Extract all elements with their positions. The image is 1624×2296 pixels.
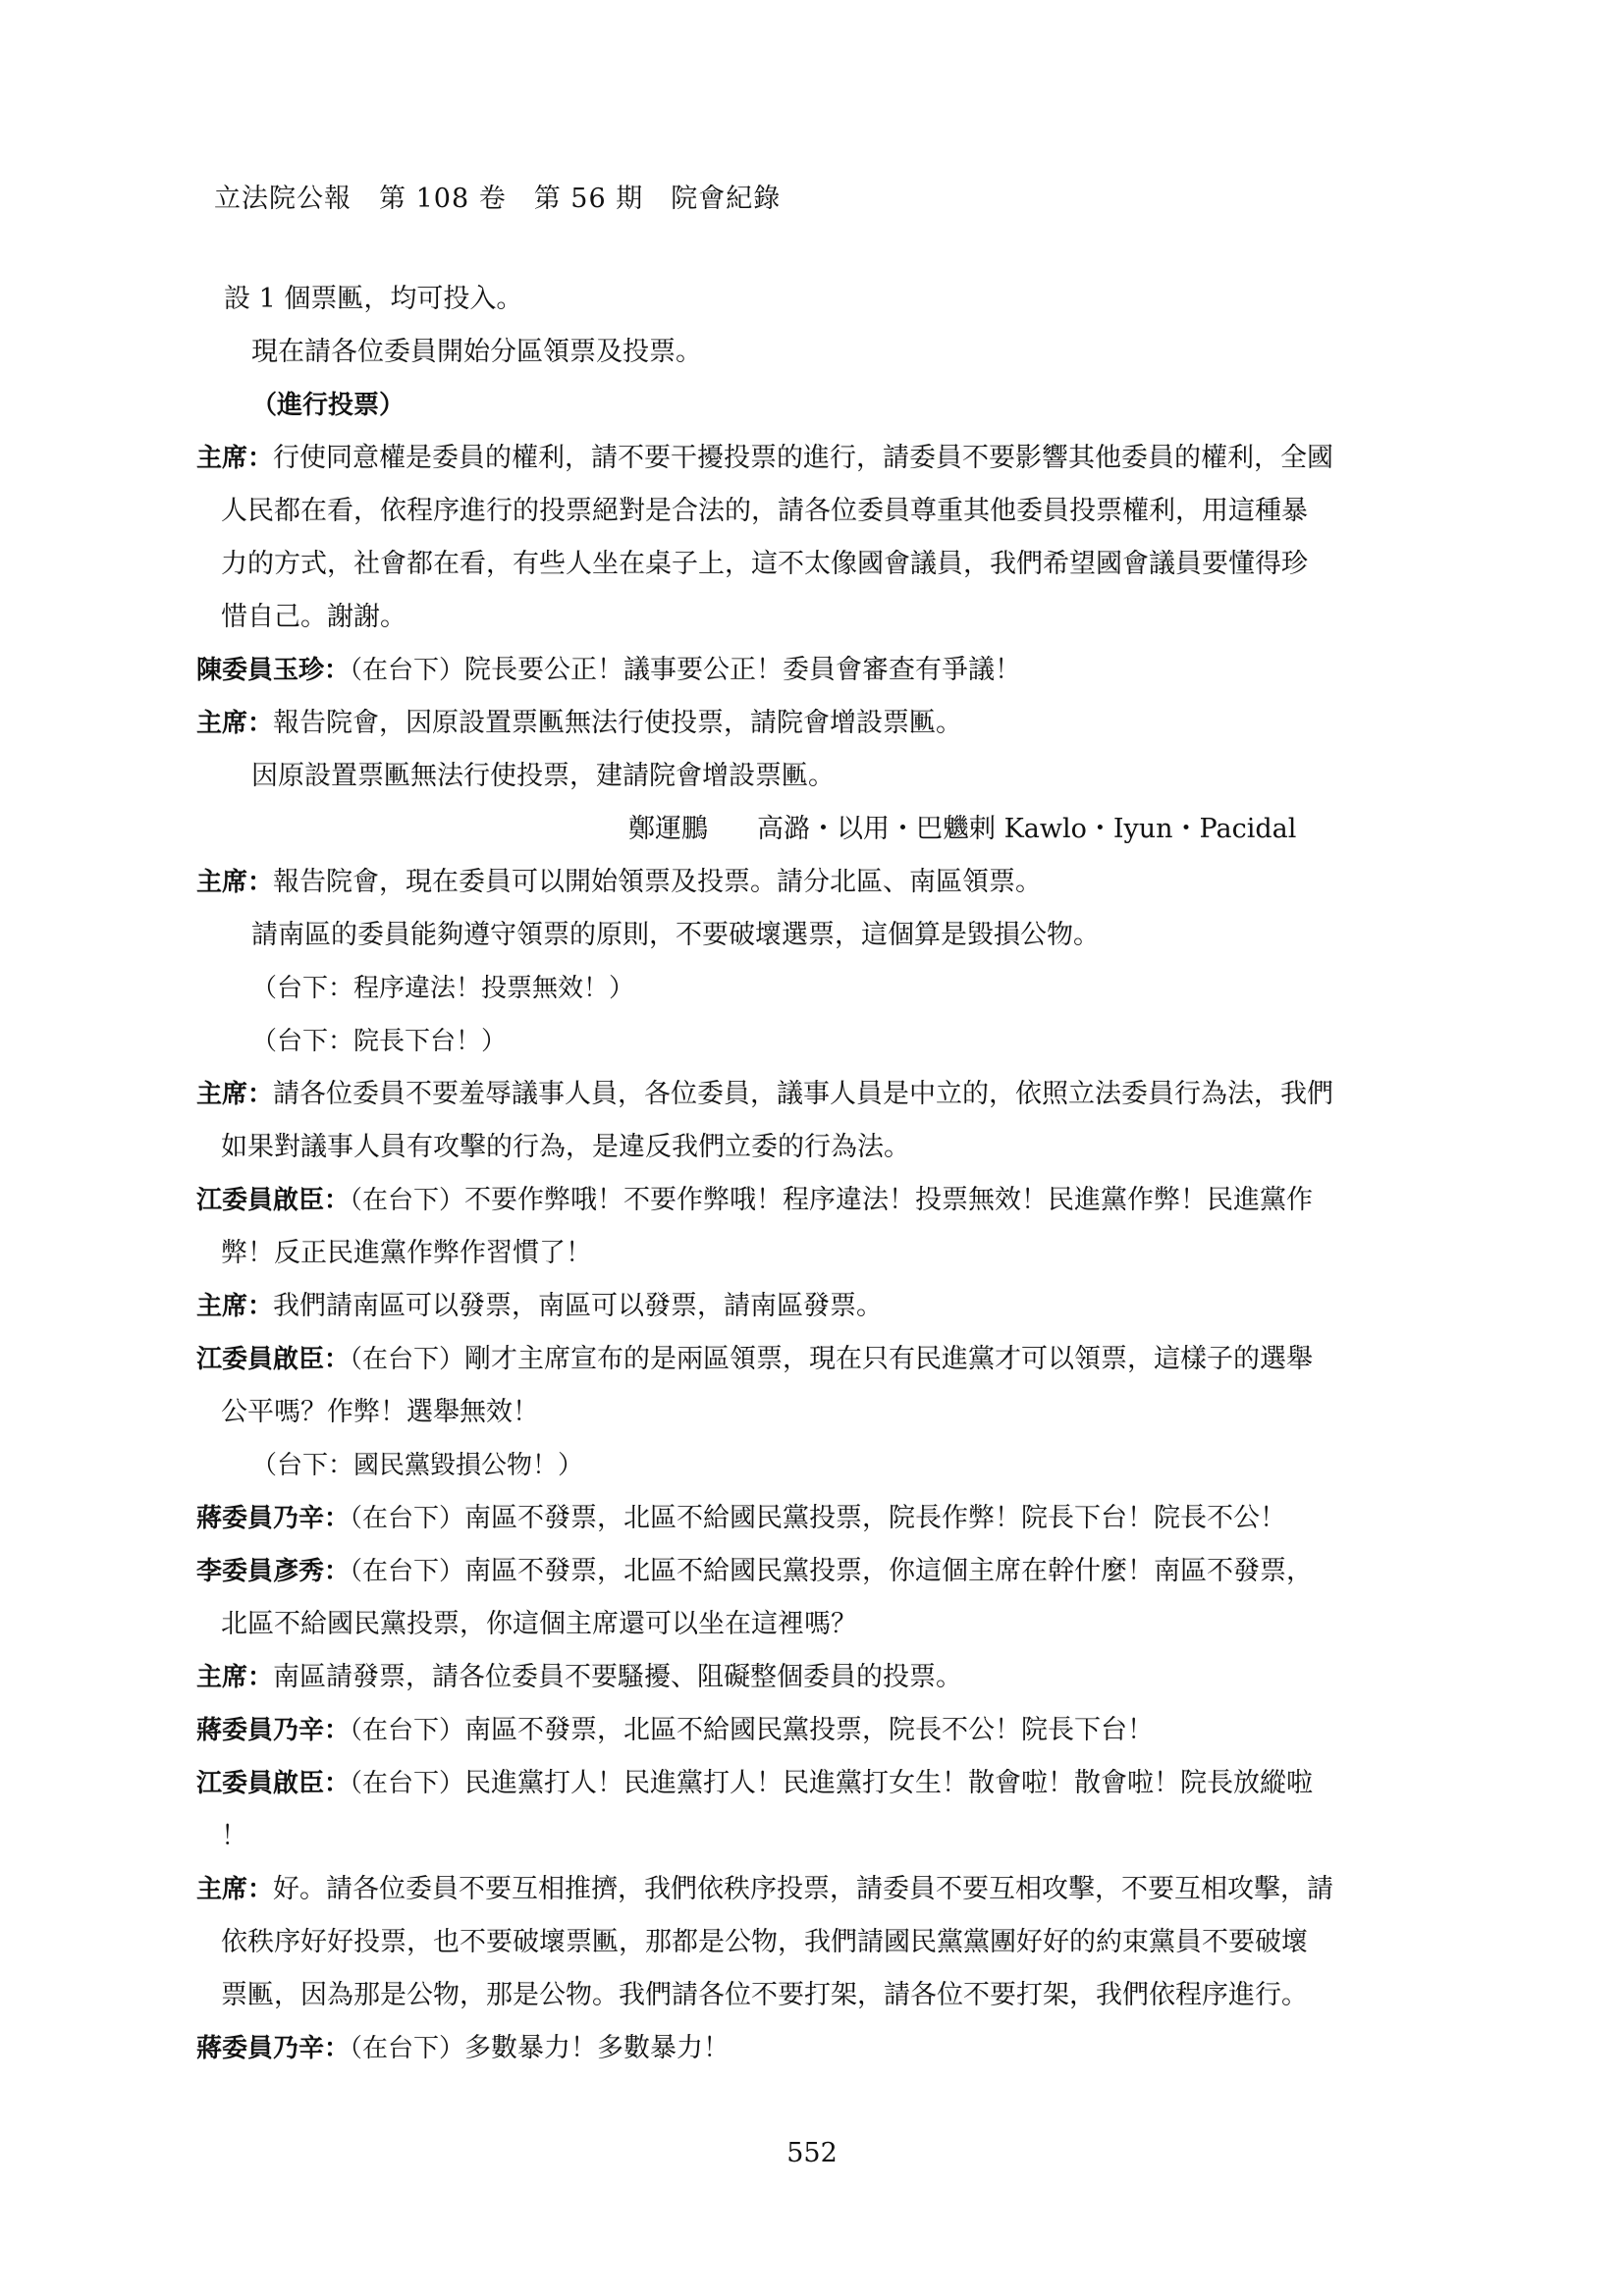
speaker-name: 李委員彥秀： [196,1557,351,1586]
text-line [196,1439,1443,1492]
page-header: 立法院公報 第 108 卷 第 56 期 院會紀錄 [214,184,782,214]
line-text: 南區不發票，北區不給國民黨投票，院長不公！院長下台！ [464,1715,1155,1745]
text-line [196,1121,1443,1174]
speaker-name: 主席： [196,1663,274,1692]
speech-line [196,1492,1443,1545]
speaker-name: 江委員啟臣： [196,1769,351,1798]
text-line [196,1015,1443,1068]
line-text: 公平嗎？作弊！選舉無效！ [221,1397,539,1427]
line-text: 院長要公正！議事要公正！委員會審查有爭議！ [464,655,1022,685]
line-text: 如果對議事人員有攻擊的行為，是違反我們立委的行為法。 [221,1132,910,1162]
text-line [196,485,1443,538]
speaker-name: 主席： [196,709,274,738]
speaker-name: 江委員啟臣： [196,1345,351,1374]
line-text: 剛才主席宣布的是兩區領票，現在只有民進黨才可以領票，這樣子的選舉 [464,1344,1314,1374]
stage-note: （在台下） [350,1504,465,1533]
line-text: 現在請各位委員開始分區領票及投票。 [251,337,702,367]
line-text: 好。請各位委員不要互相推擠，我們依秩序投票，請委員不要互相攻擊，不要互相攻擊，請 [273,1874,1334,1904]
speech-line [196,856,1443,909]
speech-line [196,1333,1443,1386]
speaker-name: 蔣委員乃辛： [196,1716,351,1745]
line-text: 多數暴力！多數暴力！ [464,2033,731,2063]
speaker-name: 主席： [196,444,274,473]
stage-note: （在台下） [350,1345,465,1374]
speaker-name: 陳委員玉珍： [196,656,351,685]
line-text: 力的方式，社會都在看，有些人坐在桌子上，這不太像國會議員，我們希望國會議員要懂得珍 [221,549,1308,579]
speaker-name: 主席： [196,1875,274,1904]
line-text: 弊！反正民進黨作弊作習慣了！ [221,1238,592,1268]
speech-line [196,1651,1443,1704]
line-text: 惜自己。謝謝。 [221,602,406,632]
speech-line [196,644,1443,697]
line-text: 南區不發票，北區不給國民黨投票，你這個主席在幹什麼！南區不發票， [464,1556,1314,1586]
text-line [196,326,1443,379]
transcript-body [196,273,1443,2075]
signatory-name: 鄭運鵬 [628,814,708,844]
line-text: 請南區的委員能夠遵守領票的原則，不要破壞選票，這個算是毀損公物。 [251,920,1100,950]
line-text: 報告院會，因原設置票匭無法行使投票，請院會增設票匭。 [273,708,963,738]
line-text: 票匭，因為那是公物，那是公物。我們請各位不要打架，請各位不要打架，我們依程序進行。 [221,1980,1308,2010]
text-line [196,1386,1443,1439]
stage-note: （台下：程序違法！投票無效！） [251,974,635,1003]
text-line [196,379,1443,432]
speaker-name: 主席： [196,868,274,897]
stage-note: （台下：院長下台！） [251,1027,508,1056]
stage-note: （台下：國民黨毀損公物！） [251,1451,584,1480]
speech-line [196,1068,1443,1121]
stage-note: （在台下） [350,1769,465,1798]
stage-note: （進行投票） [251,391,406,420]
text-line [196,750,1443,803]
text-line [196,1916,1443,1969]
speaker-name: 江委員啟臣： [196,1186,351,1215]
line-text: 不要作弊哦！不要作弊哦！程序違法！投票無效！民進黨作弊！民進黨作 [464,1185,1314,1215]
text-line [196,1810,1443,1863]
stage-note: （在台下） [350,656,465,685]
line-text: 民進黨打人！民進黨打人！民進黨打女生！散會啦！散會啦！院長放縱啦 [464,1768,1314,1798]
speaker-name: 主席： [196,1080,274,1109]
stage-note: （在台下） [350,1186,465,1215]
line-text: 依秩序好好投票，也不要破壞票匭，那都是公物，我們請國民黨黨團好好的約束黨員不要破壞 [221,1927,1308,1957]
text-line [196,273,1443,326]
line-text: 行使同意權是委員的權利，請不要干擾投票的進行，請委員不要影響其他委員的權利，全國 [273,443,1334,473]
line-text: 南區請發票，請各位委員不要騷擾、阻礙整個委員的投票。 [273,1662,963,1692]
text-line [196,1969,1443,2022]
line-text: 設 1 個票匭，均可投入。 [224,284,523,314]
signatory-name: 高潞・以用・巴魕剌 Kawlo・Iyun・Pacidal [757,814,1297,844]
text-line [196,909,1443,962]
speech-line [196,1757,1443,1810]
text-line [196,538,1443,591]
signature-line [196,803,1443,856]
line-text: 北區不給國民黨投票，你這個主席還可以坐在這裡嗎？ [221,1609,857,1639]
line-text: ！ [221,1821,247,1851]
stage-note: （在台下） [350,1557,465,1586]
text-line [196,1227,1443,1280]
line-text: 南區不發票，北區不給國民黨投票，院長作弊！院長下台！院長不公！ [464,1503,1287,1533]
speech-line [196,1174,1443,1227]
speaker-name: 主席： [196,1292,274,1321]
speech-line [196,1863,1443,1916]
text-line [196,962,1443,1015]
line-text: 報告院會，現在委員可以開始領票及投票。請分北區、南區領票。 [273,867,1043,897]
speaker-name: 蔣委員乃辛： [196,2034,351,2063]
line-text: 因原設置票匭無法行使投票，建請院會增設票匭。 [251,761,835,791]
text-line [196,1598,1443,1651]
line-text: 我們請南區可以發票，南區可以發票，請南區發票。 [273,1291,884,1321]
speech-line [196,1704,1443,1757]
text-line [196,591,1443,644]
speech-line [196,432,1443,485]
line-text: 人民都在看，依程序進行的投票絕對是合法的，請各位委員尊重其他委員投票權利，用這種暴 [221,496,1308,526]
stage-note: （在台下） [350,1716,465,1745]
speech-line [196,2022,1443,2075]
speech-line [196,1545,1443,1598]
speech-line [196,697,1443,750]
line-text: 請各位委員不要羞辱議事人員，各位委員，議事人員是中立的，依照立法委員行為法，我們 [273,1079,1334,1109]
speaker-name: 蔣委員乃辛： [196,1504,351,1533]
stage-note: （在台下） [350,2034,465,2063]
page-number: 552 [786,2138,838,2168]
speech-line [196,1280,1443,1333]
